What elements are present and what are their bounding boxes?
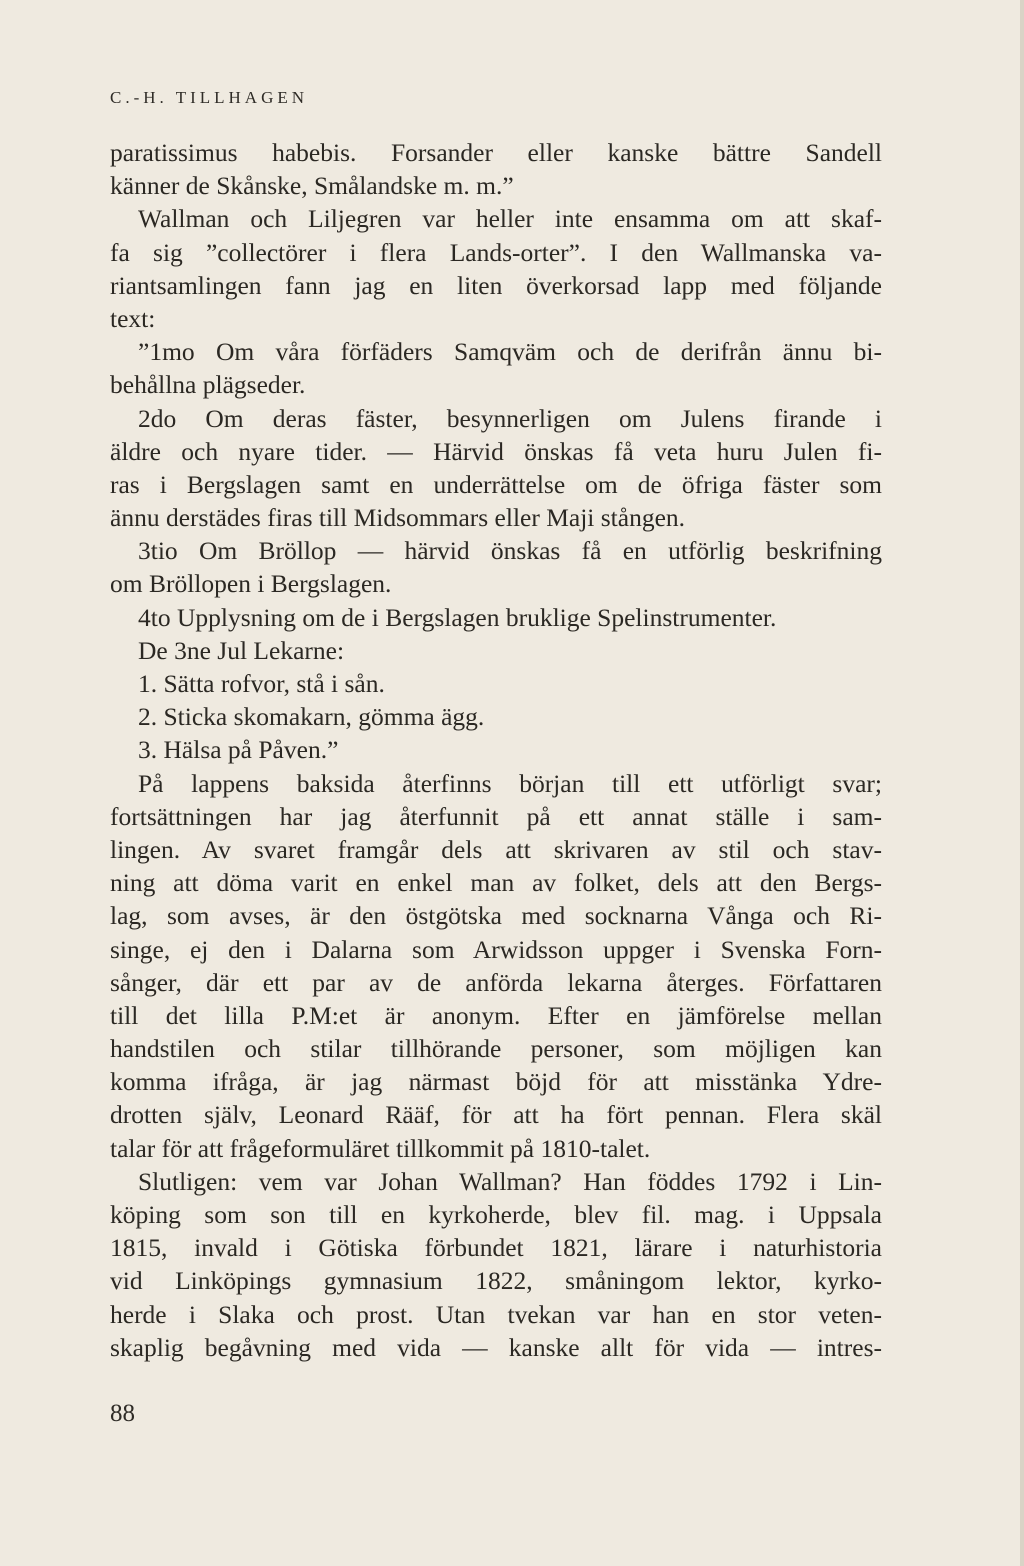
text-line: fortsättningen har jag återfunnit på ett annat ställe i sam- — [110, 801, 882, 831]
text-line: om Bröllopen i Bergslagen. — [110, 569, 392, 599]
text-line: ras i Bergslagen samt en underrättelse om de öfriga fäster som — [110, 469, 882, 499]
text-line: behållna plägseder. — [110, 370, 306, 400]
text-line: talar för att frågeformuläret tillkommit på 1810-talet. — [110, 1133, 651, 1163]
text-line: komma ifråga, är jag närmast böjd för att misstänka Ydre- — [110, 1067, 882, 1097]
page-number: 88 — [110, 1400, 135, 1427]
text-line: till det lilla P.M:et är anonym. Efter en jämförelse mellan — [110, 1000, 882, 1030]
text-line: Wallman och Liljegren var heller inte ensamma om att skaf- — [138, 204, 882, 234]
text-line: vid Linköpings gymnasium 1822, småningom lektor, kyrko- — [110, 1266, 882, 1296]
text-line: äldre och nyare tider. — Härvid önskas få veta huru Julen fi- — [110, 436, 882, 466]
text-line: 1815, invald i Götiska förbundet 1821, lärare i naturhistoria — [110, 1233, 882, 1263]
text-line: text: — [110, 303, 156, 333]
text-line: känner de Skånske, Smålandske m. m.” — [110, 171, 514, 201]
text-line: 3tio Om Bröllop — härvid önskas få en utförlig beskrifning — [138, 536, 882, 566]
text-line: 4to Upplysning om de i Bergslagen bruklige Spelinstrumenter. — [138, 602, 777, 632]
text-line: 2. Sticka skomakarn, gömma ägg. — [138, 702, 485, 732]
body-text — [110, 136, 882, 1364]
text-line: 3. Hälsa på Påven.” — [138, 735, 339, 765]
text-line: lag, som avses, är den östgötska med socknarna Vånga och Ri- — [110, 901, 882, 931]
text-line: skaplig begåvning med vida — kanske allt för vida — intres- — [110, 1332, 882, 1362]
text-line: drotten själv, Leonard Rääf, för att ha fört pennan. Flera skäl — [110, 1100, 882, 1130]
text-line: ”1mo Om våra förfäders Samqväm och de derifrån ännu bi- — [138, 337, 882, 367]
text-line: handstilen och stilar tillhörande personer, som möjligen kan — [110, 1034, 882, 1064]
text-line: Slutligen: vem var Johan Wallman? Han föddes 1792 i Lin- — [138, 1166, 882, 1196]
text-line: lingen. Av svaret framgår dels att skrivaren av stil och stav- — [110, 834, 882, 864]
text-line: 1. Sätta rofvor, stå i sån. — [138, 669, 385, 698]
running-head: C.-H. TILLHAGEN — [110, 88, 309, 107]
page-edge — [1020, 0, 1024, 1566]
text-line: sånger, där ett par av de anförda lekarna återges. Författaren — [110, 967, 882, 997]
text-line: fa sig ”collectörer i flera Lands-orter”. I den Wallmanska va- — [110, 237, 882, 267]
text-line: riantsamlingen fann jag en liten överkorsad lapp med följande — [110, 270, 882, 300]
text-line: ännu derstädes firas till Midsommars eller Maji stången. — [110, 503, 686, 533]
text-line: paratissimus habebis. Forsander eller kanske bättre Sandell — [110, 138, 882, 167]
text-line: ning att döma varit en enkel man av folket, dels att den Bergs- — [110, 868, 882, 898]
text-line: herde i Slaka och prost. Utan tvekan var han en stor veten- — [110, 1299, 882, 1329]
text-line: singe, ej den i Dalarna som Arwidsson uppger i Svenska Forn- — [110, 934, 882, 964]
text-line: köping som son till en kyrkoherde, blev fil. mag. i Uppsala — [110, 1200, 882, 1229]
text-line: 2do Om deras fäster, besynnerligen om Julens firande i — [138, 403, 882, 433]
text-line: De 3ne Jul Lekarne: — [138, 635, 345, 665]
text-line: På lappens baksida återfinns början till ett utförligt svar; — [138, 768, 882, 798]
